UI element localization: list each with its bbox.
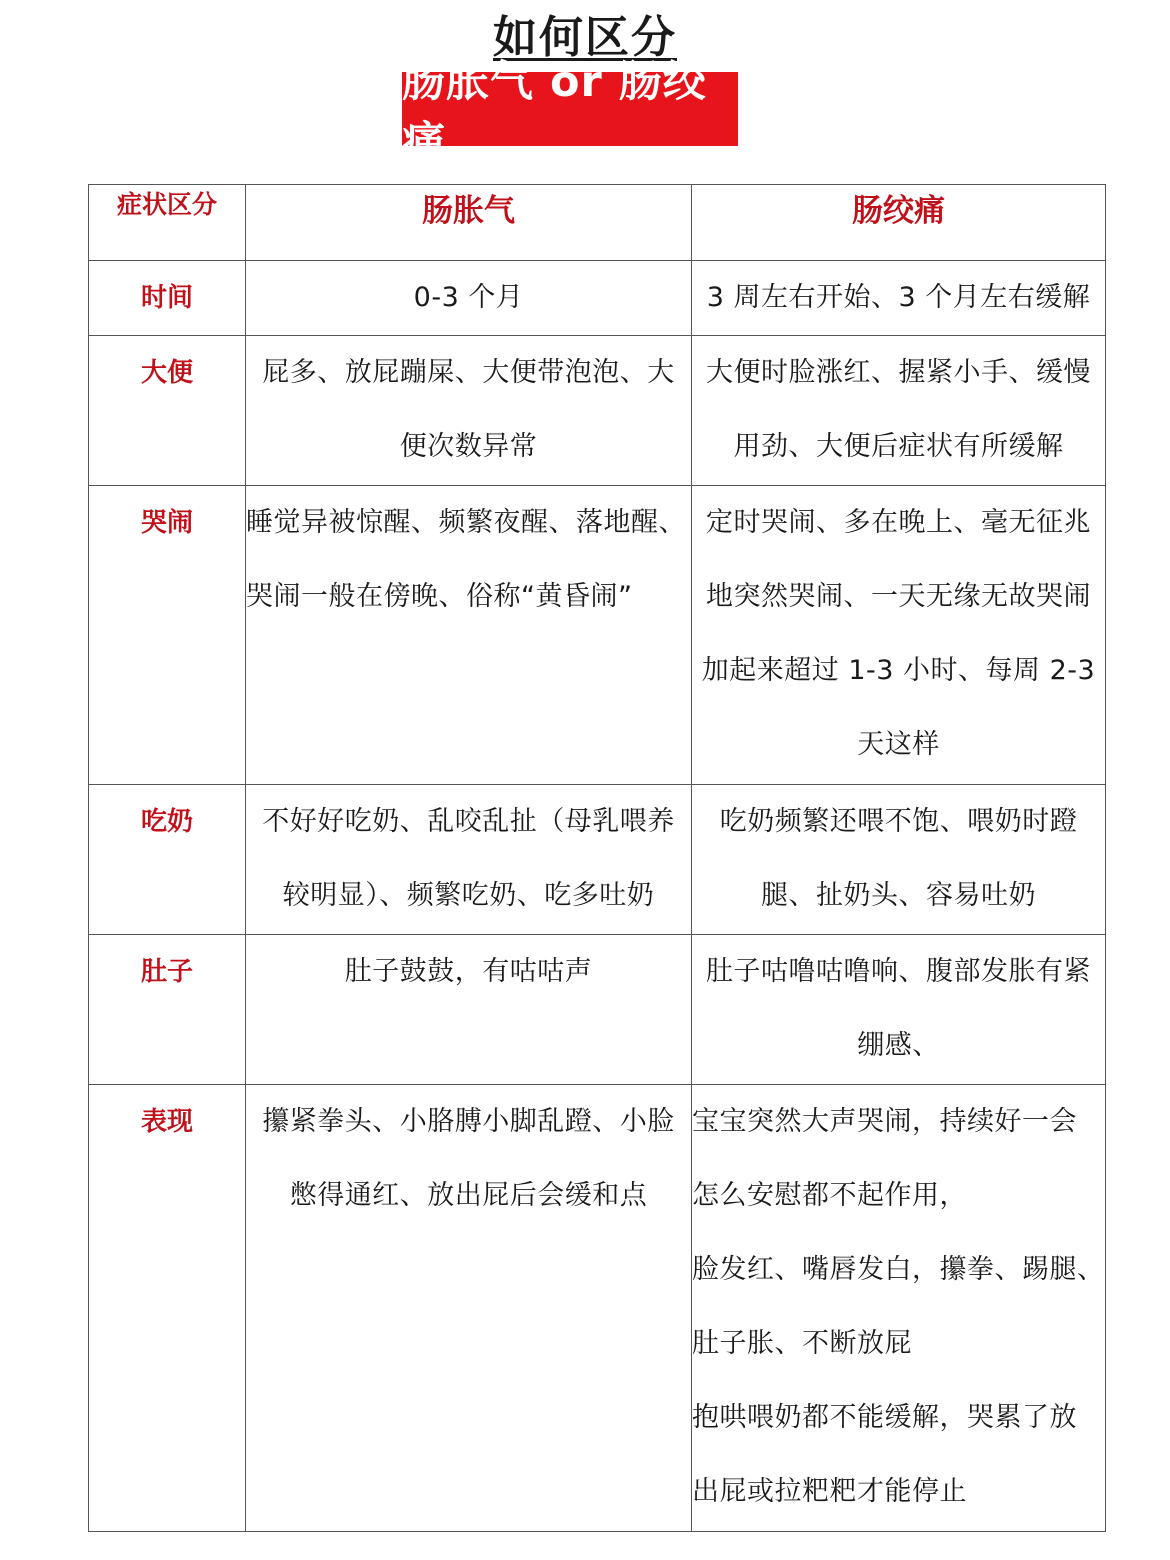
cell-line: 憋得通红、放出屁后会缓和点	[289, 1180, 648, 1211]
cell-line: 地突然哭闹、一天无缘无故哭闹	[706, 581, 1091, 612]
table-row	[89, 486, 1106, 785]
row-label-feeding: 吃奶	[89, 785, 246, 935]
bloating-cell	[246, 486, 692, 785]
bloating-cell	[246, 935, 692, 1085]
colic-cell	[692, 486, 1106, 785]
page-title-text: 如何区分	[493, 12, 677, 63]
table-row	[89, 261, 1106, 336]
comparison-table	[88, 184, 1106, 1532]
table-header-row	[89, 185, 1106, 261]
cell-line: 抱哄喂奶都不能缓解，哭累了放	[692, 1402, 1077, 1433]
cell-line: 定时哭闹、多在晚上、毫无征兆	[706, 507, 1091, 538]
cell-line: 0-3 个月	[413, 282, 524, 313]
table-row	[89, 935, 1106, 1085]
cell-line: 哭闹一般在傍晚、俗称“黄昏闹”	[246, 581, 633, 612]
column-header-bloating: 肠胀气	[246, 185, 692, 261]
colic-cell	[692, 1085, 1106, 1532]
cell-line: 天这样	[857, 729, 940, 760]
bloating-cell	[246, 336, 692, 486]
colic-cell	[692, 261, 1106, 336]
cell-line: 不好好吃奶、乱咬乱扯（母乳喂养	[262, 806, 675, 837]
cell-line: 绷感、	[857, 1030, 940, 1061]
colic-cell	[692, 935, 1106, 1085]
cell-line: 肚子鼓鼓，有咕咕声	[344, 956, 593, 987]
cell-line: 攥紧拳头、小胳膊小脚乱蹬、小脸	[262, 1106, 675, 1137]
row-label-crying: 哭闹	[89, 486, 246, 785]
cell-line: 脸发红、嘴唇发白，攥拳、踢腿、	[692, 1254, 1105, 1285]
bloating-cell	[246, 785, 692, 935]
column-header-colic: 肠绞痛	[692, 185, 1106, 261]
colic-cell	[692, 785, 1106, 935]
cell-line: 加起来超过 1-3 小时、每周 2-3	[701, 655, 1096, 686]
table-row	[89, 1085, 1106, 1532]
cell-line: 便次数异常	[399, 431, 538, 462]
cell-line: 肚子胀、不断放屁	[692, 1328, 912, 1359]
row-label-behavior: 表现	[89, 1085, 246, 1532]
bloating-cell	[246, 1085, 692, 1532]
cell-line: 屁多、放屁蹦屎、大便带泡泡、大	[262, 357, 675, 388]
row-label-belly: 肚子	[89, 935, 246, 1085]
cell-line: 出屁或拉粑粑才能停止	[692, 1476, 967, 1507]
bloating-cell	[246, 261, 692, 336]
cell-line: 较明显）、频繁吃奶、吃多吐奶	[282, 880, 655, 911]
table-row	[89, 785, 1106, 935]
cell-line: 怎么安慰都不起作用，	[692, 1180, 967, 1211]
row-label-time: 时间	[89, 261, 246, 336]
topic-banner: 肠胀气 or 肠绞痛	[402, 72, 738, 146]
cell-line: 吃奶频繁还喂不饱、喂奶时蹬	[719, 806, 1078, 837]
cell-line: 睡觉异被惊醒、频繁夜醒、落地醒、	[246, 507, 686, 538]
cell-line: 宝宝突然大声哭闹，持续好一会	[692, 1106, 1077, 1137]
row-label-stool: 大便	[89, 336, 246, 486]
cell-line: 3 周左右开始、3 个月左右缓解	[706, 282, 1091, 313]
cell-line: 腿、扯奶头、容易吐奶	[761, 880, 1036, 911]
table-row	[89, 336, 1106, 486]
colic-cell	[692, 336, 1106, 486]
cell-line: 大便时脸涨红、握紧小手、缓慢	[706, 357, 1091, 388]
column-header-symptom: 症状区分	[89, 185, 246, 261]
cell-line: 用劲、大便后症状有所缓解	[733, 431, 1064, 462]
cell-line: 肚子咕噜咕噜响、腹部发胀有紧	[706, 956, 1091, 987]
